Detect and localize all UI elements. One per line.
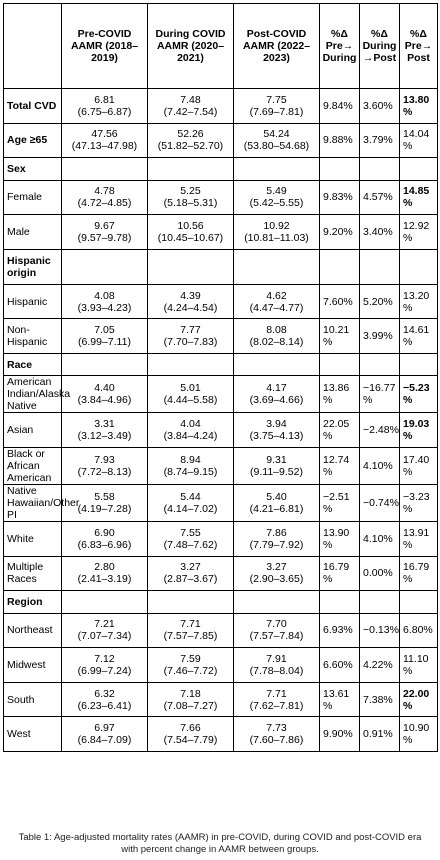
row-label: West (4, 717, 62, 752)
aamr-value: 7.77 (180, 324, 201, 337)
row-label: Male (4, 215, 62, 250)
aamr-value: 9.67 (94, 219, 115, 232)
during-covid-cell (148, 648, 234, 683)
table-row (4, 447, 438, 484)
post-covid-cell (234, 123, 320, 158)
aamr-value: 4.04 (180, 418, 201, 431)
pct-change-pre-post: 6.80% (400, 613, 438, 648)
pct-change-pre-during: 7.60% (320, 284, 360, 319)
row-label: Age ≥65 (4, 123, 62, 158)
confidence-interval: (9.11–9.52) (250, 465, 303, 478)
table-row (4, 180, 438, 215)
aamr-value: 6.32 (94, 687, 115, 700)
pct-change-pre-during: 9.88% (320, 123, 360, 158)
confidence-interval: (7.42–7.54) (163, 105, 218, 118)
table-row (4, 556, 438, 591)
empty-cell (320, 591, 360, 613)
pct-change-during-post: 4.22% (360, 648, 400, 683)
table-row (4, 717, 438, 752)
aamr-value: 4.39 (180, 289, 201, 302)
confidence-interval: (3.84–4.24) (163, 430, 218, 443)
aamr-value: 4.08 (94, 289, 115, 302)
aamr-value: 52.26 (177, 128, 204, 141)
table-caption: Table 1: Age-adjusted mortality rates (AAMR) in pre-COVID, during COVID and post-COVID era with percent change in AAMR between groups. (18, 832, 422, 855)
during-covid-cell (148, 123, 234, 158)
confidence-interval: (2.90–3.65) (249, 573, 304, 586)
pct-change-pre-during: 16.79 % (320, 556, 360, 591)
pct-change-pre-post: 17.40 % (400, 447, 438, 484)
confidence-interval: (4.19–7.28) (77, 502, 132, 515)
aamr-value: 6.97 (94, 722, 115, 735)
post-covid-cell (234, 717, 320, 752)
section-label: Sex (4, 158, 62, 180)
empty-cell (148, 591, 234, 613)
table-header-row (4, 4, 438, 89)
empty-cell (360, 591, 400, 613)
post-covid-cell (234, 484, 320, 521)
pct-change-during-post: 5.20% (360, 284, 400, 319)
table-row (4, 319, 438, 354)
confidence-interval: (3.12–3.49) (77, 430, 132, 443)
confidence-interval: (3.75–4.13) (249, 430, 304, 443)
row-label: White (4, 521, 62, 556)
empty-cell (148, 353, 234, 375)
table-row (4, 89, 438, 124)
confidence-interval: (2.87–3.67) (163, 573, 218, 586)
confidence-interval: (7.08–7.27) (163, 699, 218, 712)
empty-cell (62, 353, 148, 375)
aamr-value: 7.48 (180, 93, 201, 106)
aamr-value: 8.94 (180, 453, 201, 466)
confidence-interval: (8.02–8.14) (249, 336, 304, 349)
aamr-value: 3.31 (94, 418, 115, 431)
pct-change-pre-during: 6.93% (320, 613, 360, 648)
post-covid-cell (234, 89, 320, 124)
aamr-value: 8.08 (266, 324, 287, 337)
during-covid-cell (148, 556, 234, 591)
pct-change-pre-post: 19.03 % (400, 413, 438, 448)
pct-change-pre-during: 9.83% (320, 180, 360, 215)
empty-cell (360, 158, 400, 180)
during-covid-cell (148, 682, 234, 717)
confidence-interval: (3.69–4.66) (249, 394, 304, 407)
section-row (4, 353, 438, 375)
confidence-interval: (7.78–8.04) (249, 664, 304, 677)
pre-covid-cell (62, 413, 148, 448)
header-cell-pre-covid: Pre-COVID AAMR (2018–2019) (62, 4, 148, 89)
aamr-value: 5.58 (94, 490, 115, 503)
pct-change-pre-post: 14.61 % (400, 319, 438, 354)
pct-change-pre-during: 9.90% (320, 717, 360, 752)
pct-change-during-post: 7.38% (360, 682, 400, 717)
during-covid-cell (148, 413, 234, 448)
aamr-value: 7.18 (180, 687, 201, 700)
aamr-value: 4.78 (94, 185, 115, 198)
row-label: American Indian/Alaska Native (4, 376, 62, 413)
confidence-interval: (4.47–4.77) (249, 301, 304, 314)
section-label: Region (4, 591, 62, 613)
post-covid-cell (234, 284, 320, 319)
during-covid-cell (148, 613, 234, 648)
empty-cell (148, 158, 234, 180)
empty-cell (234, 158, 320, 180)
row-label: Northeast (4, 613, 62, 648)
section-label: Race (4, 353, 62, 375)
pct-change-during-post: 4.10% (360, 447, 400, 484)
pct-change-pre-during: 22.05 % (320, 413, 360, 448)
table-row (4, 284, 438, 319)
post-covid-cell (234, 215, 320, 250)
table-row (4, 682, 438, 717)
pct-change-pre-during: 9.84% (320, 89, 360, 124)
section-row (4, 591, 438, 613)
aamr-value: 4.17 (266, 382, 287, 395)
confidence-interval: (6.84–7.09) (77, 734, 132, 747)
table-row (4, 613, 438, 648)
pct-change-pre-during: 12.74 % (320, 447, 360, 484)
aamr-value: 7.55 (180, 526, 201, 539)
post-covid-cell (234, 648, 320, 683)
row-label: Native Hawaiian/Other PI (4, 484, 62, 521)
pre-covid-cell (62, 215, 148, 250)
aamr-value: 6.90 (94, 526, 115, 539)
pct-change-during-post: 3.79% (360, 123, 400, 158)
empty-cell (148, 249, 234, 284)
aamr-value: 9.31 (266, 453, 287, 466)
pct-change-pre-during: 13.61 % (320, 682, 360, 717)
aamr-value: 10.56 (177, 219, 204, 232)
aamr-value: 5.01 (180, 382, 201, 395)
aamr-value: 7.66 (180, 722, 201, 735)
confidence-interval: (6.99–7.24) (77, 664, 132, 677)
during-covid-cell (148, 284, 234, 319)
empty-cell (234, 249, 320, 284)
confidence-interval: (5.18–5.31) (163, 197, 218, 210)
pre-covid-cell (62, 319, 148, 354)
section-label: Hispanic origin (4, 249, 62, 284)
pct-change-pre-post: 13.20 % (400, 284, 438, 319)
confidence-interval: (7.70–7.83) (163, 336, 218, 349)
confidence-interval: (7.57–7.85) (163, 630, 218, 643)
pct-change-during-post: −2.48% (360, 413, 400, 448)
row-label: Total CVD (4, 89, 62, 124)
aamr-value: 7.59 (180, 652, 201, 665)
post-covid-cell (234, 447, 320, 484)
post-covid-cell (234, 376, 320, 413)
confidence-interval: (4.21–6.81) (249, 502, 304, 515)
during-covid-cell (148, 319, 234, 354)
confidence-interval: (8.74–9.15) (163, 465, 218, 478)
aamr-value: 3.27 (180, 561, 201, 574)
aamr-value: 6.81 (94, 93, 115, 106)
pct-change-pre-post: 10.90 % (400, 717, 438, 752)
confidence-interval: (53.80–54.68) (243, 140, 310, 153)
row-label: Female (4, 180, 62, 215)
confidence-interval: (4.24–4.54) (163, 301, 218, 314)
pct-change-pre-post: 16.79 % (400, 556, 438, 591)
table-row (4, 376, 438, 413)
empty-cell (320, 353, 360, 375)
pre-covid-cell (62, 123, 148, 158)
confidence-interval: (5.42–5.55) (249, 197, 304, 210)
table-row (4, 484, 438, 521)
empty-cell (62, 591, 148, 613)
pct-change-pre-post: 14.85 % (400, 180, 438, 215)
pct-change-during-post: 3.40% (360, 215, 400, 250)
pct-change-during-post: 4.57% (360, 180, 400, 215)
confidence-interval: (4.44–5.58) (163, 394, 218, 407)
pre-covid-cell (62, 284, 148, 319)
empty-cell (320, 249, 360, 284)
confidence-interval: (6.99–7.11) (78, 336, 131, 349)
aamr-value: 5.25 (180, 185, 201, 198)
pct-change-pre-post: 13.80 % (400, 89, 438, 124)
pct-change-during-post: 3.99% (360, 319, 400, 354)
section-row (4, 249, 438, 284)
aamr-value: 7.93 (94, 453, 115, 466)
aamr-value: 10.92 (263, 219, 290, 232)
aamr-value: 7.73 (266, 722, 287, 735)
post-covid-cell (234, 521, 320, 556)
pre-covid-cell (62, 447, 148, 484)
aamr-value: 54.24 (263, 128, 290, 141)
post-covid-cell (234, 613, 320, 648)
confidence-interval: (7.48–7.62) (163, 538, 218, 551)
aamr-value: 7.70 (266, 618, 287, 631)
pct-change-pre-post: 11.10 % (400, 648, 438, 683)
aamr-value: 7.91 (266, 652, 287, 665)
aamr-table (3, 3, 438, 752)
during-covid-cell (148, 521, 234, 556)
row-label: Non-Hispanic (4, 319, 62, 354)
confidence-interval: (6.83–6.96) (77, 538, 132, 551)
pre-covid-cell (62, 180, 148, 215)
pct-change-pre-post: −5.23 % (400, 376, 438, 413)
confidence-interval: (3.84–4.96) (77, 394, 132, 407)
during-covid-cell (148, 717, 234, 752)
row-label: Hispanic (4, 284, 62, 319)
post-covid-cell (234, 682, 320, 717)
empty-cell (360, 249, 400, 284)
confidence-interval: (4.72–4.85) (77, 197, 132, 210)
during-covid-cell (148, 484, 234, 521)
aamr-value: 3.27 (266, 561, 287, 574)
empty-cell (400, 249, 438, 284)
confidence-interval: (7.07–7.34) (77, 630, 132, 643)
pre-covid-cell (62, 521, 148, 556)
confidence-interval: (10.81–11.03) (244, 231, 309, 244)
aamr-value: 5.44 (180, 490, 201, 503)
confidence-interval: (10.45–10.67) (157, 231, 224, 244)
pct-change-pre-during: 6.60% (320, 648, 360, 683)
empty-cell (400, 158, 438, 180)
confidence-interval: (6.23–6.41) (77, 699, 132, 712)
empty-cell (234, 591, 320, 613)
pct-change-during-post: 4.10% (360, 521, 400, 556)
during-covid-cell (148, 376, 234, 413)
pct-change-during-post: −0.13% (360, 613, 400, 648)
post-covid-cell (234, 556, 320, 591)
row-label: Black or African American (4, 447, 62, 484)
section-row (4, 158, 438, 180)
pct-change-pre-during: 10.21 % (320, 319, 360, 354)
pre-covid-cell (62, 613, 148, 648)
pct-change-pre-post: 13.91 % (400, 521, 438, 556)
aamr-value: 7.71 (266, 687, 287, 700)
confidence-interval: (51.82–52.70) (157, 140, 224, 153)
row-label: Multiple Races (4, 556, 62, 591)
pct-change-pre-post: 22.00 % (400, 682, 438, 717)
confidence-interval: (7.46–7.72) (163, 664, 218, 677)
empty-cell (234, 353, 320, 375)
pre-covid-cell (62, 682, 148, 717)
table-body (4, 89, 438, 752)
empty-cell (400, 353, 438, 375)
pct-change-pre-post: 12.92 % (400, 215, 438, 250)
header-cell-during-covid: During COVID AAMR (2020–2021) (148, 4, 234, 89)
empty-cell (62, 249, 148, 284)
pre-covid-cell (62, 717, 148, 752)
confidence-interval: (4.14–7.02) (163, 502, 218, 515)
row-label: Asian (4, 413, 62, 448)
pct-change-pre-during: 13.90 % (320, 521, 360, 556)
header-cell-change-pre-post: %Δ Pre→ Post (400, 4, 438, 89)
pct-change-pre-during: 13.86 % (320, 376, 360, 413)
confidence-interval: (7.57–7.84) (249, 630, 304, 643)
empty-cell (62, 158, 148, 180)
confidence-interval: (6.75–6.87) (77, 105, 132, 118)
row-label: Midwest (4, 648, 62, 683)
pct-change-during-post: 0.91% (360, 717, 400, 752)
post-covid-cell (234, 413, 320, 448)
pre-covid-cell (62, 89, 148, 124)
aamr-value: 3.94 (266, 418, 287, 431)
table-row (4, 648, 438, 683)
aamr-value: 7.71 (180, 618, 201, 631)
pct-change-during-post: −16.77 % (360, 376, 400, 413)
confidence-interval: (7.72–8.13) (77, 465, 132, 478)
table-row (4, 123, 438, 158)
pre-covid-cell (62, 556, 148, 591)
header-cell-change-during-post: %Δ During →Post (360, 4, 400, 89)
aamr-value: 5.40 (266, 490, 287, 503)
aamr-value: 5.49 (266, 185, 287, 198)
row-label: South (4, 682, 62, 717)
aamr-value: 7.12 (94, 652, 115, 665)
aamr-value: 4.40 (94, 382, 115, 395)
pct-change-during-post: 3.60% (360, 89, 400, 124)
table-row (4, 413, 438, 448)
during-covid-cell (148, 215, 234, 250)
pct-change-pre-during: −2.51 % (320, 484, 360, 521)
aamr-value: 7.86 (266, 526, 287, 539)
during-covid-cell (148, 180, 234, 215)
confidence-interval: (7.60–7.86) (249, 734, 304, 747)
confidence-interval: (7.69–7.81) (249, 105, 304, 118)
confidence-interval: (7.54–7.79) (163, 734, 218, 747)
confidence-interval: (9.57–9.78) (77, 231, 132, 244)
post-covid-cell (234, 180, 320, 215)
empty-cell (400, 591, 438, 613)
aamr-value: 7.05 (94, 324, 115, 337)
aamr-value: 7.75 (266, 93, 287, 106)
empty-cell (320, 158, 360, 180)
header-cell-post-covid: Post-COVID AAMR (2022–2023) (234, 4, 320, 89)
pct-change-pre-during: 9.20% (320, 215, 360, 250)
post-covid-cell (234, 319, 320, 354)
pct-change-pre-post: −3.23 % (400, 484, 438, 521)
during-covid-cell (148, 89, 234, 124)
during-covid-cell (148, 447, 234, 484)
header-cell-group (4, 4, 62, 89)
pct-change-pre-post: 14.04 % (400, 123, 438, 158)
confidence-interval: (7.79–7.92) (249, 538, 304, 551)
confidence-interval: (2.41–3.19) (77, 573, 132, 586)
aamr-value: 7.21 (94, 618, 115, 631)
aamr-value: 4.62 (266, 289, 287, 302)
table-row (4, 521, 438, 556)
pct-change-during-post: 0.00% (360, 556, 400, 591)
confidence-interval: (47.13–47.98) (71, 140, 138, 153)
pre-covid-cell (62, 376, 148, 413)
aamr-value: 47.56 (91, 128, 118, 141)
confidence-interval: (3.93–4.23) (77, 301, 132, 314)
header-cell-change-pre-during: %Δ Pre→ During (320, 4, 360, 89)
aamr-value: 2.80 (94, 561, 115, 574)
confidence-interval: (7.62–7.81) (249, 699, 304, 712)
empty-cell (360, 353, 400, 375)
pre-covid-cell (62, 648, 148, 683)
table-row (4, 215, 438, 250)
pct-change-during-post: −0.74% (360, 484, 400, 521)
